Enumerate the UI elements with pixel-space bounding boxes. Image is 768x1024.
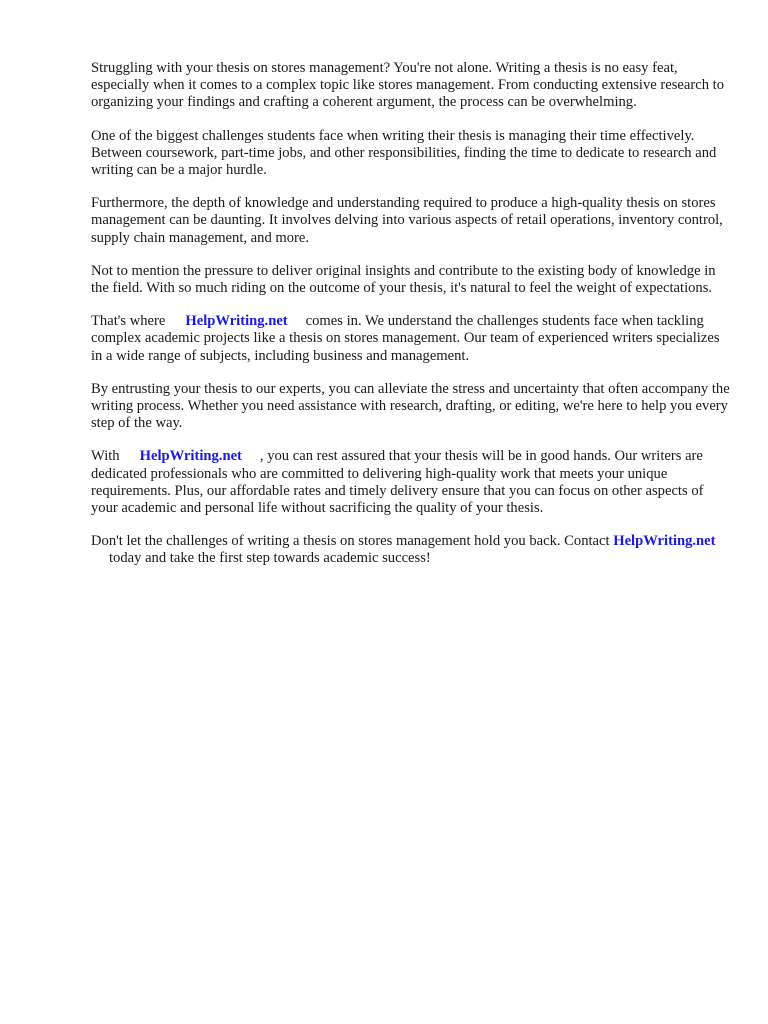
document-body — [91, 60, 731, 584]
paragraph-depth-of-knowledge: Furthermore, the depth of knowledge and understanding required to produce a high-quality thesis on stores management can be daunting. It involves delving into various aspects of retail operations, inventory control, supply chain management, and more. — [91, 195, 723, 246]
paragraph-pressure: Not to mention the pressure to deliver original insights and contribute to the existing body of knowledge in the field. With so much riding on the outcome of your thesis, it's natural to feel the weight of expectations. — [91, 262, 716, 297]
helpwriting-link[interactable]: HelpWriting.net — [613, 533, 716, 550]
paragraph-thats-where — [91, 313, 731, 365]
paragraph-with — [91, 448, 731, 517]
text-segment: That's where — [91, 313, 166, 330]
text-segment: With — [91, 448, 120, 465]
paragraph-contact — [91, 533, 731, 567]
text-segment: today and take the first step towards academic success! — [109, 550, 431, 567]
text-segment: comes in. We understand the challenges students face when tackling complex academic projects like a thesis on stores management. Our team of experienced writers specializes in a wide range of subjects, including business and management. — [91, 313, 720, 364]
helpwriting-link[interactable]: HelpWriting.net — [139, 448, 242, 465]
paragraph-intro: Struggling with your thesis on stores management? You're not alone. Writing a thesis is no easy feat, especially when it comes to a complex topic like stores management. From conducting extensive research to organizing your findings and crafting a coherent argument, the process can be overwhelming. — [91, 60, 725, 111]
paragraph-entrusting: By entrusting your thesis to our experts, you can alleviate the stress and uncertainty that often accompany the writing process. Whether you need assistance with research, drafting, or editing, we're here to help you every step of the way. — [91, 380, 730, 432]
paragraph-time-management: One of the biggest challenges students face when writing their thesis is managing their time effectively. Between coursework, part-time jobs, and other responsibilities, finding the time to dedicate to research and writing can be a major hurdle. — [91, 127, 717, 179]
text-segment: Don't let the challenges of writing a thesis on stores management hold you back. Contact — [91, 533, 610, 550]
helpwriting-link[interactable]: HelpWriting.net — [185, 313, 288, 330]
text-segment: , you can rest assured that your thesis will be in good hands. Our writers are dedicated professionals who are committed to delivering high-quality work that meets your unique requirements. Plus, our affordable rates and timely delivery ensure that you can focus on other aspects of your academic and personal life without sacrificing the quality of your thesis. — [91, 448, 704, 517]
